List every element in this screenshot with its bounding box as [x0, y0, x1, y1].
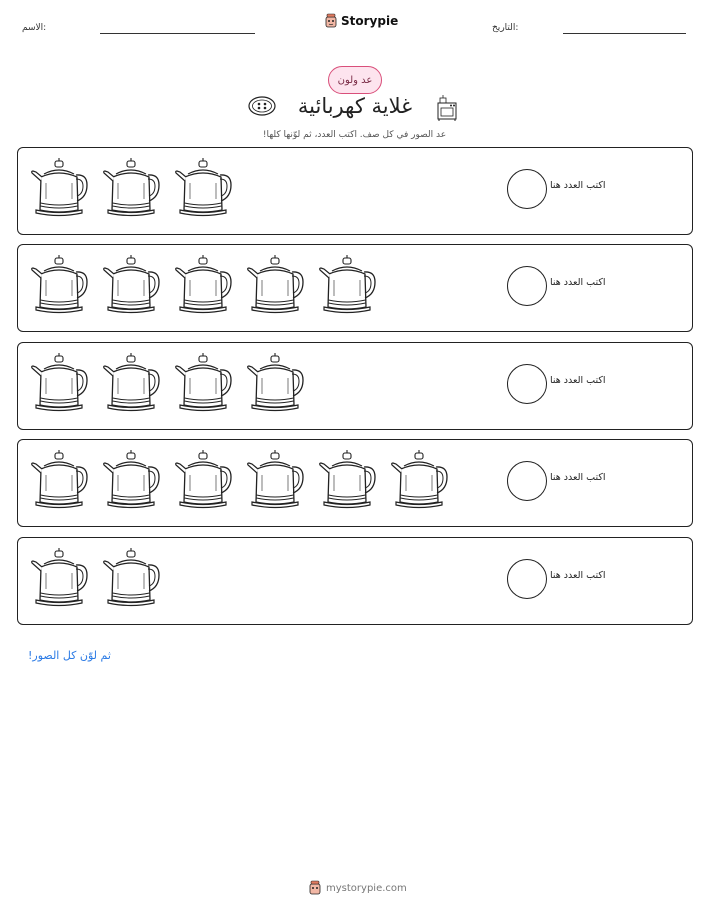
kettle-icon — [390, 447, 448, 509]
count-row — [17, 342, 693, 430]
count-and-color-badge: عد ولون — [328, 66, 382, 94]
kettle-icon — [174, 447, 232, 509]
kettle-group — [30, 545, 160, 607]
kettle-icon — [30, 350, 88, 412]
kettle-group — [30, 447, 448, 509]
answer-circle[interactable] — [507, 169, 547, 209]
storypie-logo-icon — [324, 13, 338, 29]
count-row — [17, 439, 693, 527]
answer-label: اكتب العدد هنا — [550, 180, 606, 191]
kettle-icon — [102, 545, 160, 607]
kettle-icon — [102, 155, 160, 217]
answer-label: اكتب العدد هنا — [550, 472, 606, 483]
footer-note: ثم لوّن كل الصور! — [28, 649, 111, 662]
kettle-icon — [246, 252, 304, 314]
kettle-icon — [174, 350, 232, 412]
date-line[interactable] — [563, 33, 686, 34]
kettle-icon — [102, 252, 160, 314]
answer-circle[interactable] — [507, 559, 547, 599]
stove-icon — [435, 94, 459, 122]
kettle-icon — [246, 350, 304, 412]
kettle-icon — [174, 252, 232, 314]
kettle-icon — [174, 155, 232, 217]
kettle-icon — [102, 350, 160, 412]
date-label: التاريخ: — [492, 23, 519, 33]
site-footer — [308, 880, 407, 896]
answer-label: اكتب العدد هنا — [550, 570, 606, 581]
count-row — [17, 537, 693, 625]
kettle-icon — [246, 447, 304, 509]
storypie-logo-icon — [308, 880, 322, 896]
answer-label: اكتب العدد هنا — [550, 277, 606, 288]
brand-name: Storypie — [341, 14, 399, 28]
answer-label: اكتب العدد هنا — [550, 375, 606, 386]
kettle-icon — [30, 252, 88, 314]
count-row — [17, 244, 693, 332]
page-title: غلاية كهربائية — [297, 94, 413, 118]
answer-circle[interactable] — [507, 461, 547, 501]
kettle-group — [30, 155, 232, 217]
answer-circle[interactable] — [507, 266, 547, 306]
instruction-text: عد الصور في كل صف. اكتب العدد، ثم لوّنها كلها! — [262, 130, 447, 140]
kettle-group — [30, 252, 376, 314]
kettle-icon — [318, 252, 376, 314]
kettle-icon — [30, 155, 88, 217]
kettle-icon — [318, 447, 376, 509]
name-label: الاسم: — [22, 23, 47, 33]
button-icon — [247, 95, 277, 117]
answer-circle[interactable] — [507, 364, 547, 404]
kettle-icon — [30, 545, 88, 607]
name-line[interactable] — [100, 33, 255, 34]
brand — [324, 13, 398, 29]
kettle-icon — [102, 447, 160, 509]
kettle-icon — [30, 447, 88, 509]
count-row — [17, 147, 693, 235]
site-url: mystorypie.com — [326, 882, 407, 894]
kettle-group — [30, 350, 304, 412]
